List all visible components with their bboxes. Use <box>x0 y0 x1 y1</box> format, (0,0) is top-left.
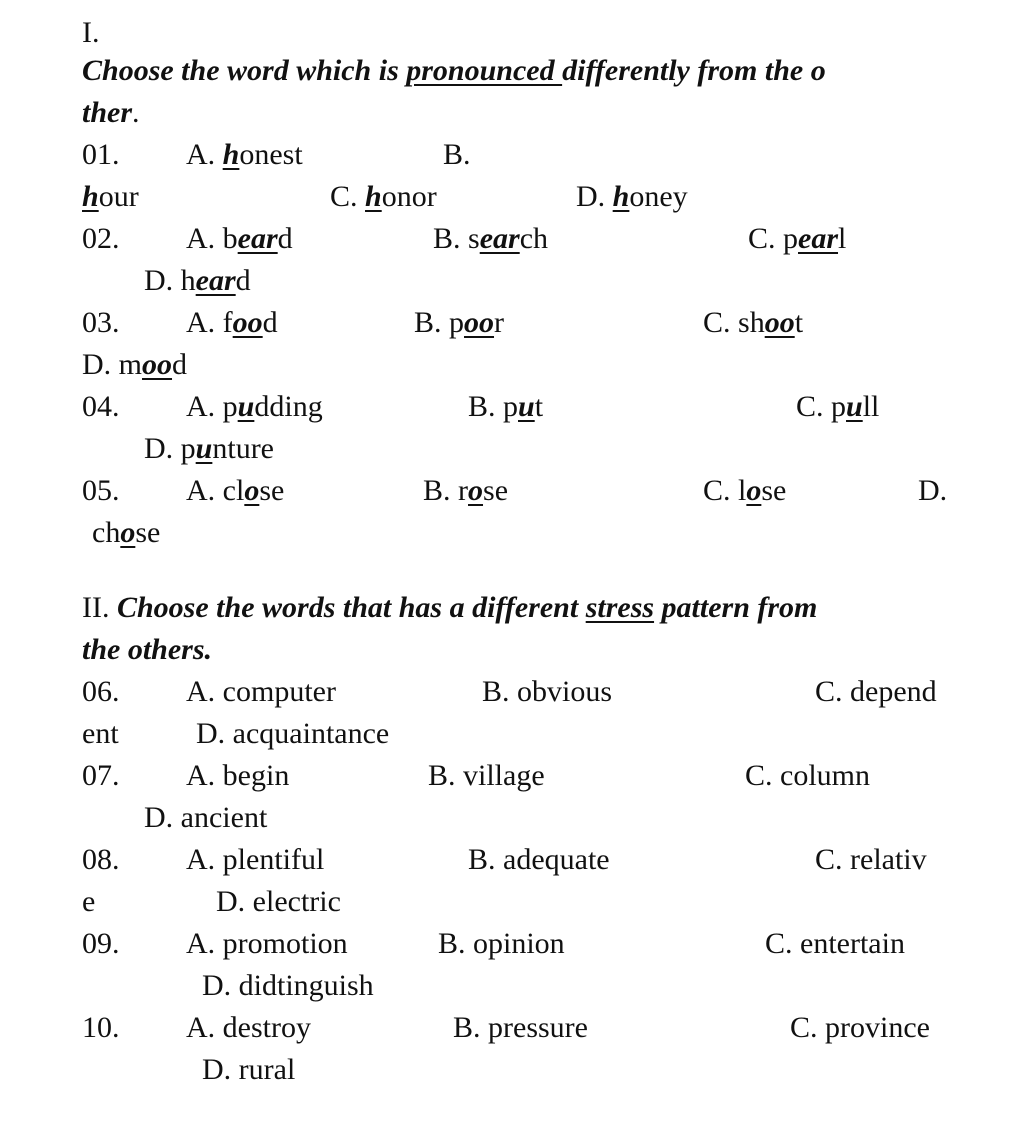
option-a <box>186 470 284 512</box>
option-a: A. destroy <box>186 1011 311 1044</box>
word-part: se <box>483 474 509 507</box>
question-number: 06. <box>82 675 120 708</box>
option-b: B. obvious <box>482 675 613 708</box>
option-label: D. <box>144 432 181 465</box>
option-b: B. adequate <box>468 843 610 876</box>
option-label: A. <box>186 138 223 171</box>
word-part: d <box>172 348 188 381</box>
marked-letters: o <box>468 474 484 507</box>
question-number: 02. <box>82 222 120 255</box>
word-part: se <box>761 474 787 507</box>
marked-letters: u <box>237 390 255 423</box>
option-c-continuation: ent <box>82 717 119 750</box>
option-d: D. didtinguish <box>202 969 374 1002</box>
question-number: 03. <box>82 306 120 339</box>
option-a <box>186 386 323 428</box>
word-part: p <box>503 390 519 423</box>
question-number: 05. <box>82 474 120 507</box>
question-number: 09. <box>82 927 120 960</box>
instruction-keyword: pronounced <box>406 54 563 87</box>
option-label: D. <box>144 264 181 297</box>
marked-letters: ear <box>479 222 520 255</box>
option-d <box>144 428 274 470</box>
marked-letters: ear <box>237 222 278 255</box>
marked-letters: oo <box>764 306 795 339</box>
option-label: C. <box>703 474 739 507</box>
instruction-text: Choose the words that has a different <box>116 591 586 624</box>
section-2-instruction-cont: the others. <box>82 633 213 666</box>
word-part: r <box>494 306 505 339</box>
word-part: d <box>277 222 293 255</box>
option-d <box>82 344 187 386</box>
marked-letters: u <box>195 432 213 465</box>
option-label: B. <box>468 390 504 423</box>
instruction-period: . <box>132 96 140 129</box>
word-part: r <box>458 474 469 507</box>
question-number: 07. <box>82 759 120 792</box>
instruction-text: pattern from <box>654 591 818 624</box>
word-part: t <box>534 390 544 423</box>
word-part: ll <box>862 390 880 423</box>
option-label: A. <box>186 474 223 507</box>
marked-letters: h <box>222 138 240 171</box>
word-part: cl <box>222 474 245 507</box>
option-d: D. ancient <box>144 801 268 834</box>
marked-letters: h <box>612 180 630 213</box>
option-c: C. entertain <box>765 927 905 960</box>
word-part: oney <box>629 180 688 213</box>
option-a: A. plentiful <box>186 843 325 876</box>
marked-letters: o <box>244 474 260 507</box>
question-number: 10. <box>82 1011 120 1044</box>
option-label: C. <box>796 390 832 423</box>
option-b <box>468 386 543 428</box>
instruction-text: ther <box>82 96 133 129</box>
instruction-text: Choose the word which is <box>82 54 407 87</box>
option-c <box>796 386 879 428</box>
option-b: B. village <box>428 759 545 792</box>
section-2-number: II. <box>82 591 117 624</box>
marked-letters: o <box>120 516 136 549</box>
word-part: b <box>222 222 238 255</box>
option-label: B. <box>423 474 459 507</box>
option-b-label: B. <box>443 138 471 171</box>
option-a: A. computer <box>186 675 336 708</box>
question-number: 01. <box>82 138 120 171</box>
option-b <box>423 470 508 512</box>
word-part: onor <box>381 180 437 213</box>
option-label: D. <box>576 180 613 213</box>
marked-letters: oo <box>464 306 495 339</box>
word-part: f <box>222 306 233 339</box>
word-part: nture <box>212 432 274 465</box>
marked-letters: o <box>746 474 762 507</box>
option-d: D. electric <box>216 885 341 918</box>
option-c: C. province <box>790 1011 930 1044</box>
instruction-text: differently from the o <box>562 54 826 87</box>
option-d: D. rural <box>202 1053 296 1086</box>
word-part: our <box>98 180 139 213</box>
word-part: p <box>831 390 847 423</box>
option-label: B. <box>414 306 450 339</box>
word-part: p <box>180 432 196 465</box>
option-c: C. relativ <box>815 843 927 876</box>
option-label: C. <box>330 180 366 213</box>
word-part: s <box>468 222 480 255</box>
option-d: D. acquaintance <box>196 717 390 750</box>
word-part: ch <box>519 222 549 255</box>
word-part: m <box>118 348 143 381</box>
marked-letters: oo <box>232 306 263 339</box>
option-b-word <box>82 176 139 218</box>
marked-letters: h <box>365 180 382 213</box>
option-a <box>186 218 293 260</box>
section-2-instruction <box>82 587 817 629</box>
word-part: t <box>794 306 804 339</box>
word-part: onest <box>239 138 303 171</box>
word-part: p <box>783 222 799 255</box>
word-part: p <box>222 390 238 423</box>
option-c: C. depend <box>815 675 937 708</box>
marked-letters: h <box>82 180 99 213</box>
word-part: h <box>180 264 196 297</box>
option-label: A. <box>186 306 223 339</box>
word-part: l <box>738 474 747 507</box>
word-part: se <box>135 516 161 549</box>
option-label: C. <box>703 306 739 339</box>
option-b: B. opinion <box>438 927 565 960</box>
option-label: A. <box>186 390 223 423</box>
section-1-instruction-cont <box>82 92 140 134</box>
option-d-word <box>92 512 160 554</box>
option-label: B. <box>433 222 469 255</box>
word-part: l <box>838 222 847 255</box>
marked-letters: u <box>846 390 863 423</box>
option-c: C. column <box>745 759 870 792</box>
word-part: p <box>449 306 465 339</box>
option-a <box>186 134 303 176</box>
option-b: B. pressure <box>453 1011 588 1044</box>
option-b <box>433 218 548 260</box>
option-c <box>703 470 786 512</box>
marked-letters: oo <box>142 348 173 381</box>
option-d-label: D. <box>918 474 948 507</box>
word-part: d <box>235 264 251 297</box>
word-part: sh <box>738 306 765 339</box>
marked-letters: ear <box>195 264 236 297</box>
option-c <box>748 218 846 260</box>
option-a <box>186 302 278 344</box>
word-part: se <box>259 474 285 507</box>
option-label: A. <box>186 222 223 255</box>
option-c-continuation: e <box>82 885 96 918</box>
section-1-instruction <box>82 50 826 92</box>
option-d <box>144 260 251 302</box>
option-a: A. promotion <box>186 927 348 960</box>
option-d <box>576 176 688 218</box>
question-number: 04. <box>82 390 120 423</box>
option-a: A. begin <box>186 759 290 792</box>
question-number: 08. <box>82 843 120 876</box>
option-label: D. <box>82 348 119 381</box>
section-1-number: I. <box>82 16 100 49</box>
marked-letters: ear <box>798 222 839 255</box>
word-part: d <box>262 306 278 339</box>
option-c <box>330 176 437 218</box>
option-c <box>703 302 803 344</box>
word-part: ch <box>92 516 121 549</box>
marked-letters: u <box>518 390 535 423</box>
option-label: C. <box>748 222 784 255</box>
word-part: dding <box>254 390 323 423</box>
instruction-keyword: stress <box>585 591 655 624</box>
option-b <box>414 302 504 344</box>
